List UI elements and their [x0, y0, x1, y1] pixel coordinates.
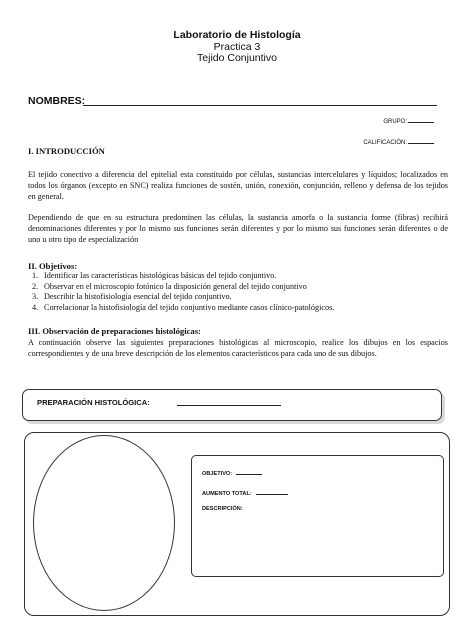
calificacion-field[interactable]	[363, 138, 434, 146]
objetivo-label: OBJETIVO:	[202, 471, 233, 477]
introduccion-paragraph-1: El tejido conectivo a diferencia del epitelial esta constituido por células, sustancias intercelulares y líquidos; localizados en todos los órganos (excepto en SNC) realiza funciones de sostén, unión, conexión, conjunción, relleno y defensa de los tejidos en general.	[28, 170, 448, 202]
descripcion-field[interactable]	[202, 506, 243, 512]
aumento-field[interactable]	[202, 489, 288, 497]
document-title: Laboratorio de Histología	[173, 29, 301, 41]
info-box	[191, 455, 444, 577]
descripcion-label: DESCRIPCIÓN:	[202, 506, 243, 512]
objetivo-blank[interactable]	[236, 469, 262, 475]
aumento-blank[interactable]	[256, 489, 288, 495]
aumento-label: AUMENTO TOTAL:	[202, 491, 252, 497]
preparacion-label: PREPARACIÓN HISTOLÓGICA:	[37, 398, 150, 407]
preparacion-field-line[interactable]	[177, 405, 281, 406]
nombres-field-line[interactable]	[83, 105, 437, 106]
objetivos-list	[28, 271, 448, 313]
introduccion-heading: I. INTRODUCCIÓN	[28, 146, 105, 156]
drawing-circle[interactable]	[33, 435, 175, 611]
calificacion-blank[interactable]	[408, 138, 434, 144]
objetivo-item: 4. Correlacionar la histofisiología del tejido conjuntivo mediante casos clínico-patológicos.	[32, 302, 335, 312]
preparacion-box	[22, 389, 442, 421]
grupo-blank[interactable]	[408, 117, 434, 123]
objetivo-item: 2. Observar en el microscopio fotónico la disposición general del tejido conjuntivo	[32, 281, 307, 291]
calificacion-label: CALIFICACIÓN:	[363, 140, 407, 146]
grupo-field[interactable]	[383, 117, 434, 125]
observacion-heading: III. Observación de preparaciones histológicas:	[28, 326, 201, 336]
nombres-label: NOMBRES:	[28, 95, 86, 107]
grupo-label: GRUPO:	[383, 119, 407, 125]
observacion-paragraph: A continuación observe las siguientes preparaciones histológicas al microscopio, realice los dibujos en los espacios correspondientes y de una breve descripción de los elementos característicos para cada uno de sus dibujos.	[28, 338, 448, 359]
drawing-section-box	[24, 432, 450, 616]
practice-topic: Tejido Conjuntivo	[197, 52, 277, 64]
objetivo-item: 3. Describir la histofisiología esencial del tejido conjuntivo.	[32, 292, 232, 302]
objetivo-item: 1. Identificar las características histológicas básicas del tejido conjuntivo.	[32, 271, 277, 280]
practice-number: Practica 3	[213, 41, 261, 53]
objetivos-heading: II. Objetivos:	[28, 261, 78, 271]
objetivo-field[interactable]	[202, 469, 262, 477]
introduccion-paragraph-2: Dependiendo de que en su estructura predominen las células, la sustancia amorfa o la sustancia forme (fibras) recibirá denominaciones diferentes y por lo mismo sus funciones serán diferentes y por lo mismo sus funciones serán diferentes o de uno u otro tipo de especialización	[28, 213, 448, 245]
